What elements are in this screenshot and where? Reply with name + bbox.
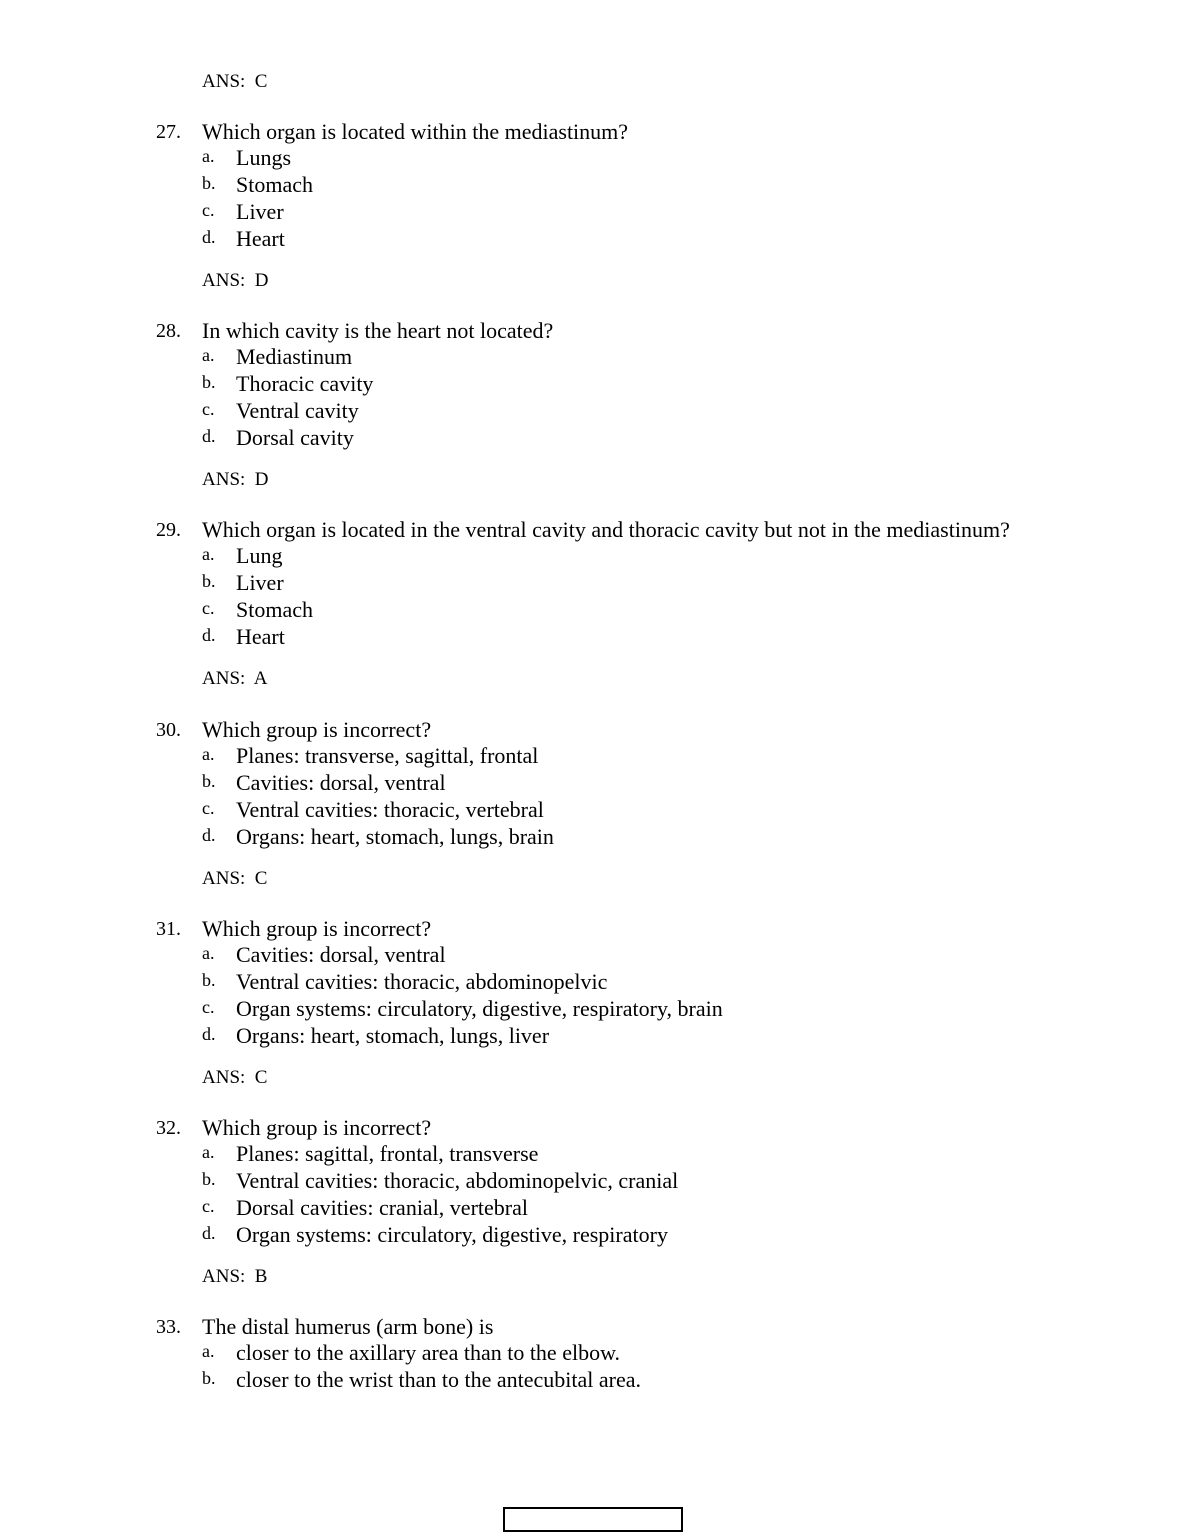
question-text: Which group is incorrect? xyxy=(202,1115,432,1140)
option-text: Liver xyxy=(236,199,284,224)
option-letter: c. xyxy=(202,399,215,419)
option-letter: d. xyxy=(202,227,216,247)
question-text: Which group is incorrect? xyxy=(202,916,432,941)
option-letter: c. xyxy=(202,598,215,618)
option-text: Organs: heart, stomach, lungs, liver xyxy=(236,1023,550,1048)
question-text: The distal humerus (arm bone) is xyxy=(202,1314,494,1339)
option-text: Dorsal cavities: cranial, vertebral xyxy=(236,1195,528,1220)
option-text: Stomach xyxy=(236,172,313,197)
option-text: Organ systems: circulatory, digestive, respiratory xyxy=(236,1222,668,1247)
option-letter: d. xyxy=(202,1223,216,1243)
question-number: 33. xyxy=(156,1316,181,1338)
question-text: In which cavity is the heart not located? xyxy=(202,318,554,343)
question-text: Which organ is located in the ventral cavity and thoracic cavity but not in the mediastinum? xyxy=(202,517,1010,542)
option-letter: b. xyxy=(202,970,216,990)
question-number: 32. xyxy=(156,1117,181,1139)
option-text: Lung xyxy=(236,543,283,568)
option-text: Ventral cavity xyxy=(236,398,359,423)
question-number: 29. xyxy=(156,519,181,541)
question-text: Which group is incorrect? xyxy=(202,717,432,742)
option-text: Heart xyxy=(236,226,285,251)
answer-line: ANS: D xyxy=(202,270,269,291)
option-letter: d. xyxy=(202,426,216,446)
option-letter: a. xyxy=(202,943,215,963)
question-number: 30. xyxy=(156,719,181,741)
option-text: Ventral cavities: thoracic, vertebral xyxy=(236,797,544,822)
answer-line: ANS: C xyxy=(202,71,268,92)
answer-line: ANS: C xyxy=(202,1067,268,1088)
option-letter: b. xyxy=(202,1368,216,1388)
option-text: Cavities: dorsal, ventral xyxy=(236,942,446,967)
option-letter: b. xyxy=(202,771,216,791)
option-letter: c. xyxy=(202,1196,215,1216)
option-text: Dorsal cavity xyxy=(236,425,354,450)
option-text: Cavities: dorsal, ventral xyxy=(236,770,446,795)
question-text: Which organ is located within the mediastinum? xyxy=(202,119,629,144)
option-letter: b. xyxy=(202,1169,216,1189)
option-letter: d. xyxy=(202,625,216,645)
option-text: closer to the axillary area than to the elbow. xyxy=(236,1340,621,1365)
option-text: closer to the wrist than to the antecubital area. xyxy=(236,1367,642,1392)
option-text: Planes: sagittal, frontal, transverse xyxy=(236,1141,539,1166)
option-letter: a. xyxy=(202,744,215,764)
option-letter: b. xyxy=(202,173,216,193)
option-text: Heart xyxy=(236,624,285,649)
option-letter: d. xyxy=(202,1024,216,1044)
option-text: Thoracic cavity xyxy=(236,371,374,396)
option-letter: a. xyxy=(202,146,215,166)
option-letter: b. xyxy=(202,571,216,591)
answer-line: ANS: A xyxy=(202,668,268,689)
page-footer-box xyxy=(503,1507,683,1532)
option-letter: a. xyxy=(202,345,215,365)
answer-line: ANS: B xyxy=(202,1266,268,1287)
option-letter: c. xyxy=(202,200,215,220)
option-text: Organs: heart, stomach, lungs, brain xyxy=(236,824,554,849)
answer-line: ANS: D xyxy=(202,469,269,490)
question-number: 28. xyxy=(156,320,181,342)
question-number: 31. xyxy=(156,918,181,940)
option-letter: a. xyxy=(202,1341,215,1361)
question-number: 27. xyxy=(156,121,181,143)
option-text: Ventral cavities: thoracic, abdominopelvic xyxy=(236,969,608,994)
option-text: Organ systems: circulatory, digestive, respiratory, brain xyxy=(236,996,723,1021)
option-letter: c. xyxy=(202,997,215,1017)
option-letter: b. xyxy=(202,372,216,392)
option-text: Mediastinum xyxy=(236,344,353,369)
option-text: Lungs xyxy=(236,145,291,170)
option-text: Liver xyxy=(236,570,284,595)
option-letter: d. xyxy=(202,825,216,845)
option-text: Ventral cavities: thoracic, abdominopelvic, cranial xyxy=(236,1168,679,1193)
answer-line: ANS: C xyxy=(202,868,268,889)
option-text: Planes: transverse, sagittal, frontal xyxy=(236,743,539,768)
option-letter: a. xyxy=(202,1142,215,1162)
option-letter: a. xyxy=(202,544,215,564)
option-text: Stomach xyxy=(236,597,313,622)
option-letter: c. xyxy=(202,798,215,818)
